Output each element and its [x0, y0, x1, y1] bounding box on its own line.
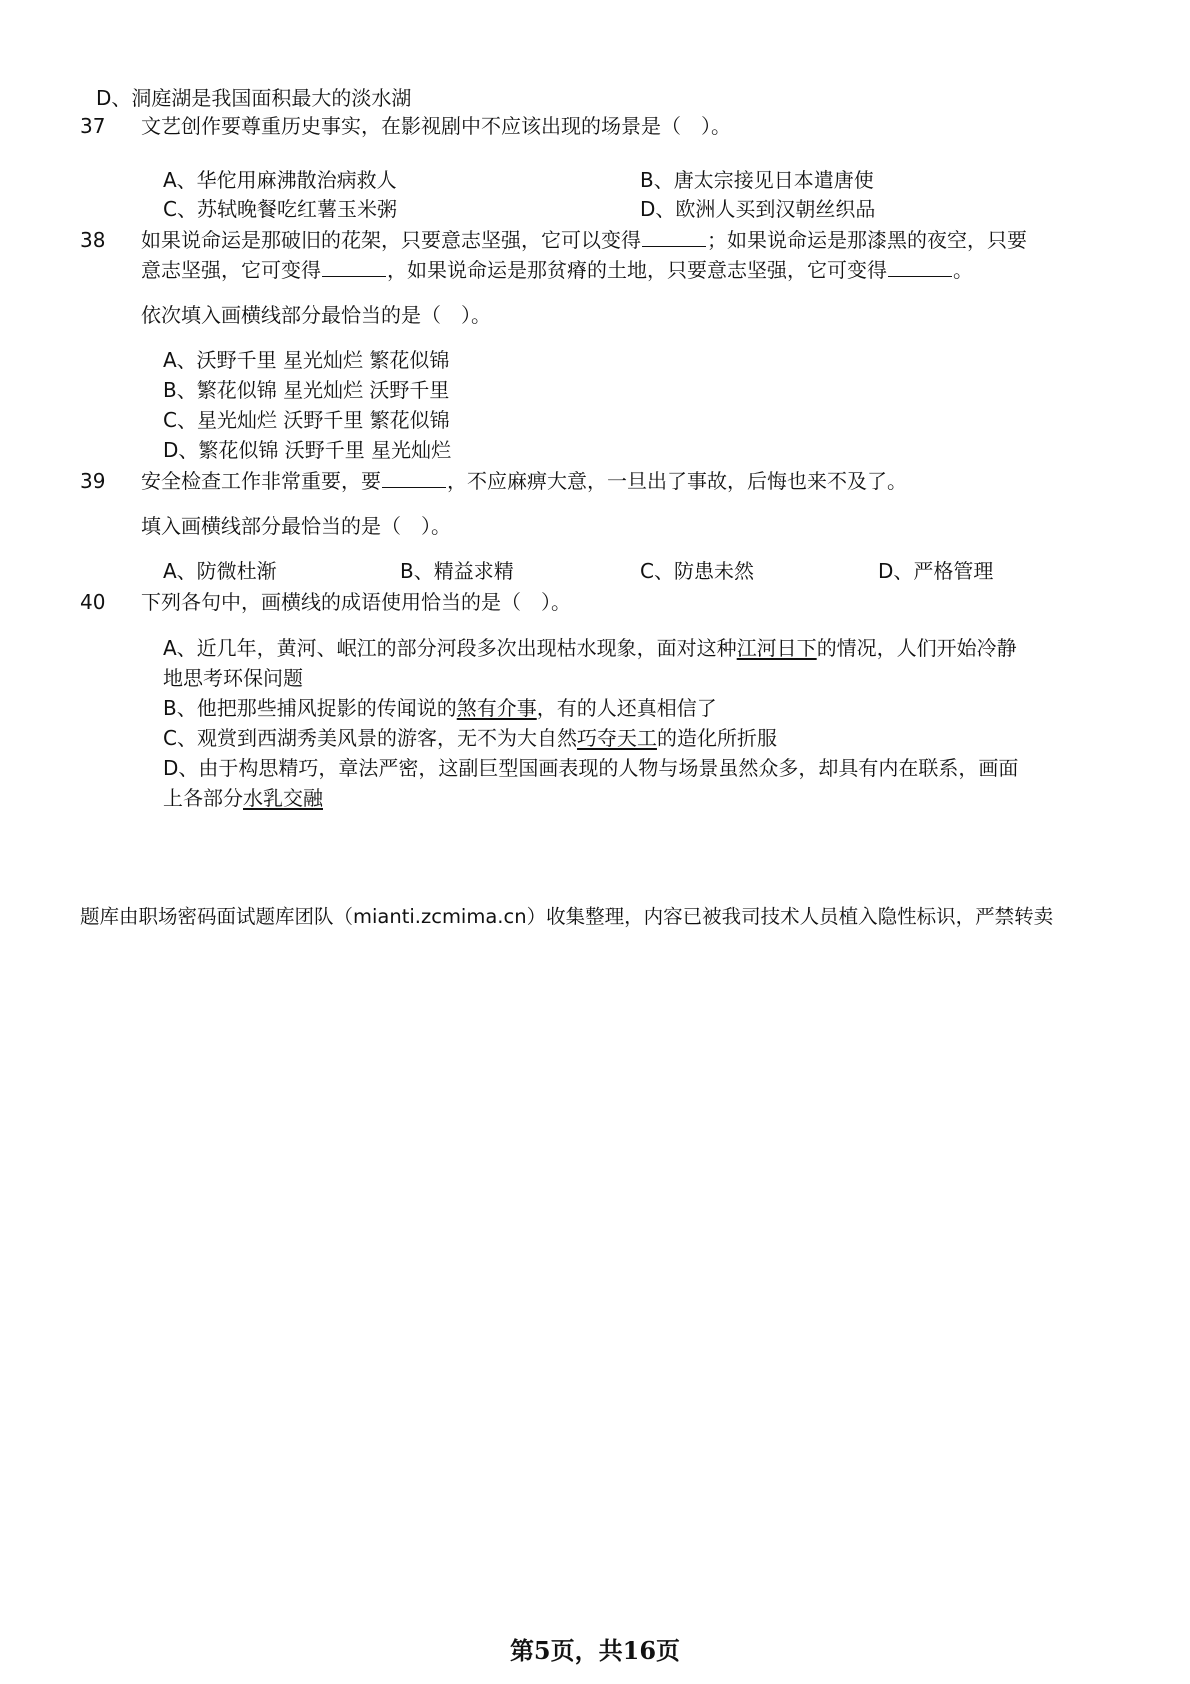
option-b: B、唐太宗接见日本遣唐使 — [640, 168, 874, 192]
question-stem: 文艺创作要尊重历史事实，在影视剧中不应该出现的场景是（ ）。 — [141, 114, 731, 138]
fill-blank-2 — [322, 256, 386, 277]
question-number: 37 — [80, 114, 106, 138]
option-text: 上各部分 — [163, 786, 243, 810]
option-text: 的情况，人们开始冷静 — [816, 636, 1017, 660]
option-b — [163, 694, 717, 722]
underlined-idiom: 水乳交融 — [243, 786, 323, 810]
option-a: A、防微杜渐 — [163, 559, 277, 583]
stem-text: ，如果说命运是那贫瘠的土地，只要意志坚强，它可变得 — [387, 258, 887, 282]
question-number: 38 — [80, 228, 106, 252]
option-text: B、他把那些捕风捉影的传闻说的 — [163, 696, 457, 720]
option-c: C、苏轼晚餐吃红薯玉米粥 — [163, 197, 397, 221]
question-stem-line-2 — [141, 256, 973, 284]
underlined-idiom: 江河日下 — [736, 636, 817, 660]
option-c: C、防患未然 — [640, 559, 754, 583]
underlined-idiom: 巧夺天工 — [576, 726, 657, 750]
option-c — [163, 724, 777, 752]
stem-text: 意志坚强，它可变得 — [141, 258, 321, 282]
option-d: D、欧洲人买到汉朝丝织品 — [640, 197, 876, 221]
option-a: A、沃野千里 星光灿烂 繁花似锦 — [163, 348, 450, 372]
stem-text: ；如果说命运是那漆黑的夜空，只要 — [707, 228, 1027, 252]
fill-blank — [382, 467, 446, 488]
question-stem: 下列各句中，画横线的成语使用恰当的是（ ）。 — [141, 590, 571, 614]
question-stem — [141, 467, 907, 495]
stem-text: 。 — [953, 258, 973, 282]
option-d-line-1: D、由于构思精巧，章法严密，这副巨型国画表现的人物与场景虽然众多，却具有内在联系，画面 — [163, 756, 1019, 780]
stem-text: 安全检查工作非常重要，要 — [141, 469, 381, 493]
option-text: A、近几年，黄河、岷江的部分河段多次出现枯水现象，面对这种 — [163, 636, 737, 660]
prev-question-option-d: D、洞庭湖是我国面积最大的淡水湖 — [96, 86, 412, 110]
option-a-line-1 — [163, 634, 1017, 662]
question-number: 40 — [80, 590, 106, 614]
option-a-line-2: 地思考环保问题 — [163, 666, 303, 690]
fill-blank-3 — [888, 256, 952, 277]
option-b: B、繁花似锦 星光灿烂 沃野千里 — [163, 378, 450, 402]
stem-text: 如果说命运是那破旧的花架，只要意志坚强，它可以变得 — [141, 228, 641, 252]
question-stem-line-1 — [141, 226, 1027, 254]
underlined-idiom: 煞有介事 — [456, 696, 537, 720]
option-c: C、星光灿烂 沃野千里 繁花似锦 — [163, 408, 450, 432]
option-text: ，有的人还真相信了 — [536, 696, 717, 720]
fill-blank-1 — [642, 226, 706, 247]
option-text: C、观赏到西湖秀美风景的游客，无不为大自然 — [163, 726, 577, 750]
question-prompt: 填入画横线部分最恰当的是（ ）。 — [141, 514, 451, 538]
question-number: 39 — [80, 469, 106, 493]
page-number-footer: 第5页，共16页 — [509, 1636, 681, 1665]
option-d: D、繁花似锦 沃野千里 星光灿烂 — [163, 438, 452, 462]
option-d: D、严格管理 — [878, 559, 994, 583]
option-d-line-2 — [163, 784, 323, 812]
option-b: B、精益求精 — [400, 559, 514, 583]
option-text: 的造化所折服 — [656, 726, 777, 750]
copyright-notice: 题库由职场密码面试题库团队（mianti.zcmima.cn）收集整理，内容已被我司技术人员植入隐性标识，严禁转卖 — [80, 905, 1054, 928]
question-prompt: 依次填入画横线部分最恰当的是（ ）。 — [141, 303, 491, 327]
option-a: A、华佗用麻沸散治病救人 — [163, 168, 397, 192]
stem-text: ，不应麻痹大意，一旦出了事故，后悔也来不及了。 — [447, 469, 907, 493]
